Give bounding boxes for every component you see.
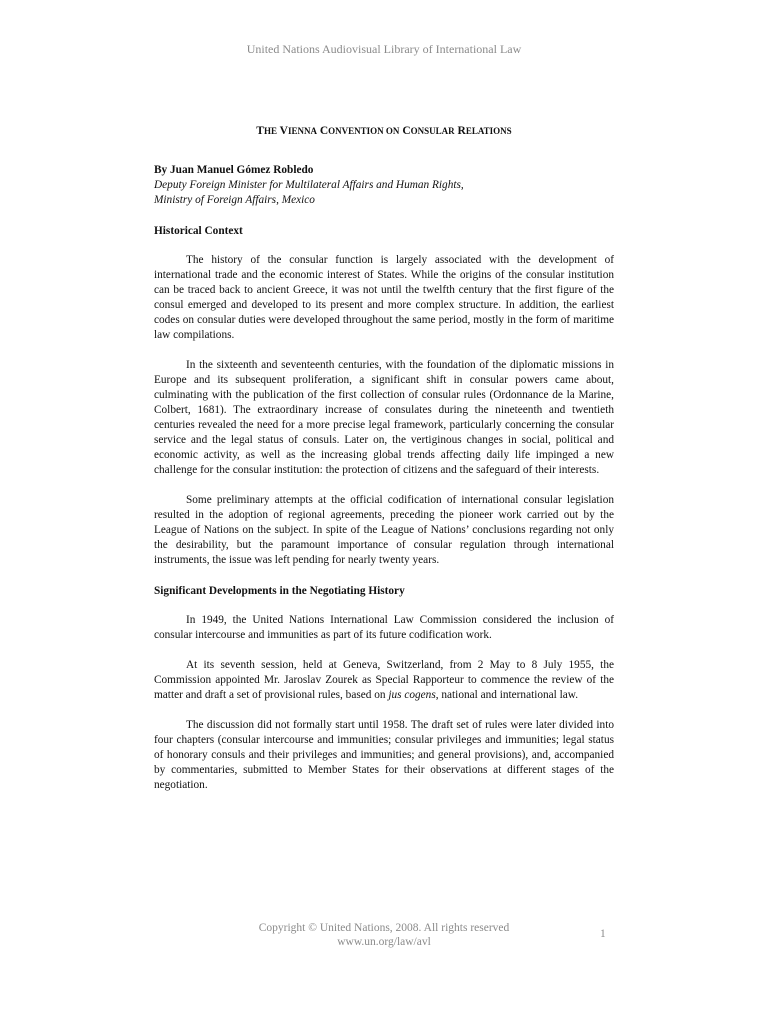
page-number: 1	[600, 928, 606, 940]
paragraph: The discussion did not formally start until 1958. The draft set of rules were later divided into four chapters (consular intercourse and immunities; consular privileges and immunities; legal status of honorary consuls and their privileges and immunities; and general provisions), and, accompanied by commentaries, submitted to Member States for their observations at different stages of the negotiation.	[154, 719, 614, 791]
document-title	[154, 124, 614, 139]
paragraph: The history of the consular function is largely associated with the development of international trade and the economic interest of States. While the origins of the consular institution can be traced back to ancient Greece, it was not until the twelfth century that the first figure of the consul emerged and developed to its present and more complex structure. In addition, the earliest codes on consular duties were developed throughout the same period, mostly in the form of maritime law compilations.	[154, 254, 614, 341]
paragraph: At its seventh session, held at Geneva, Switzerland, from 2 May to 8 July 1955, the Commission appointed Mr. Jaroslav Zourek as Special Rapporteur to commence the review of the matter and draft a set of provisional rules, based on jus cogens, national and international law.	[154, 659, 614, 701]
author-affiliation-line: Ministry of Foreign Affairs, Mexico	[154, 194, 315, 206]
author-name: By Juan Manuel Gómez Robledo	[154, 164, 314, 176]
document-body	[154, 124, 614, 808]
section-heading-negotiating-history: Significant Developments in the Negotiating History	[154, 585, 405, 597]
copyright-notice: Copyright © United Nations, 2008. All rights reserved	[258, 922, 510, 934]
paragraph: In the sixteenth and seventeenth centuries, with the foundation of the diplomatic missions in Europe and its subsequent proliferation, a significant shift in consular powers came about, culminating with the publication of the first collection of consular rules (Ordonnance de la Marine, Colbert, 1681). The extraordinary increase of consulates during the nineteenth and twentieth centuries revealed the need for a more precise legal framework, particularly concerning the consular service and the legal status of consuls. Later on, the vertiginous changes in social, political and economic activity, as well as the increasing global trends affecting daily life impinged a new challenge for the consular institution: the protection of citizens and the safeguard of their interests.	[154, 359, 614, 476]
page-footer	[0, 921, 768, 949]
paragraph: Some preliminary attempts at the official codification of international consular legislation resulted in the adoption of regional agreements, preceding the pioneer work carried out by the League of Nations on the subject. In spite of the League of Nations’ conclusions regarding not only the desirability, but the paramount importance of consular regulation through international instruments, the issue was left pending for nearly twenty years.	[154, 494, 614, 566]
section-heading-historical-context: Historical Context	[154, 225, 243, 237]
running-header: United Nations Audiovisual Library of International Law	[246, 42, 522, 56]
paragraph: In 1949, the United Nations International Law Commission considered the inclusion of consular intercourse and immunities as part of its future codification work.	[154, 614, 614, 641]
author-role-line: Deputy Foreign Minister for Multilateral Affairs and Human Rights,	[154, 179, 464, 191]
title-word: THE	[256, 125, 277, 137]
footer-url: www.un.org/law/avl	[337, 936, 431, 948]
title-word: VIENNA	[279, 125, 317, 137]
latin-term: jus cogens	[388, 689, 436, 701]
title-word: CONSULAR	[402, 125, 455, 137]
title-word: RELATIONS	[457, 125, 512, 137]
title-word: CONVENTION ON	[319, 125, 400, 137]
